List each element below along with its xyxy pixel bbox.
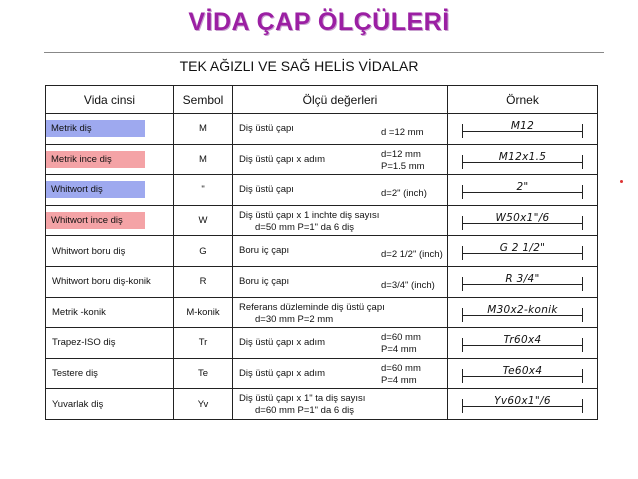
measure-main: Diş üstü çapı x adım (239, 337, 326, 349)
header-vida-cinsi: Vida cinsi (46, 86, 174, 114)
sheet-top-edge (44, 52, 604, 53)
cell-vida-cinsi (46, 328, 174, 359)
cell-sembol: G (174, 236, 233, 267)
thread-type-label: Metrik -konik (52, 306, 106, 318)
example-designation: M12x1.5 (498, 150, 547, 163)
cell-vida-cinsi (46, 175, 174, 206)
cell-ornek (448, 144, 598, 175)
table-row (46, 175, 598, 206)
cell-sembol: Te (174, 358, 233, 389)
cell-olcu (233, 297, 448, 328)
dimension-line (462, 120, 583, 138)
header-ornek: Örnek (448, 86, 598, 114)
cell-vida-cinsi (46, 205, 174, 236)
measure-main: Boru iç çapı (239, 245, 290, 257)
table-header-row (46, 86, 598, 114)
table-row (46, 114, 598, 145)
dimension-line (462, 150, 583, 169)
cell-ornek (448, 114, 598, 145)
table-row (46, 205, 598, 236)
dimension-line (462, 303, 583, 322)
cell-vida-cinsi (46, 144, 174, 175)
cell-olcu (233, 358, 448, 389)
table-row (46, 389, 598, 420)
measure-values: d=60 mm P=1" da 6 diş (255, 405, 354, 417)
header-sembol: Sembol (174, 86, 233, 114)
cell-olcu (233, 236, 448, 267)
measure-diameter: d=60 mm (381, 362, 421, 374)
table-row (46, 236, 598, 267)
thread-type-label: Metrik diş (46, 120, 145, 137)
measure-main: Diş üstü çapı (239, 184, 294, 196)
thread-type-label: Trapez-ISO diş (52, 337, 116, 349)
page-title: VİDA ÇAP ÖLÇÜLERİ (188, 8, 450, 36)
cell-vida-cinsi (46, 297, 174, 328)
thread-table (45, 85, 598, 420)
cell-sembol: Tr (174, 328, 233, 359)
cell-ornek (448, 205, 598, 236)
cell-vida-cinsi (46, 389, 174, 420)
measure-diameter: d =12 mm (381, 127, 424, 138)
cell-olcu (233, 175, 448, 206)
decorative-dot (620, 180, 623, 183)
example-designation: Tr60x4 (503, 334, 542, 347)
dimension-line (462, 211, 583, 230)
dimension-line (462, 395, 583, 413)
thread-type-label: Yuvarlak diş (52, 398, 104, 410)
cell-sembol: Yv (174, 389, 233, 420)
dimension-line (462, 334, 583, 352)
thread-type-label: Testere diş (52, 368, 98, 380)
cell-ornek (448, 358, 598, 389)
measure-main: Boru iç çapı (239, 275, 290, 287)
cell-vida-cinsi (46, 236, 174, 267)
cell-olcu (233, 114, 448, 145)
cell-olcu (233, 266, 448, 297)
measure-pitch: P=4 mm (381, 344, 417, 356)
measure-values: d=30 mm P=2 mm (255, 313, 334, 325)
table-row (46, 144, 598, 175)
example-designation: W50x1"/6 (495, 211, 550, 224)
measure-main: Diş üstü çapı x adım (239, 367, 326, 379)
cell-olcu (233, 389, 448, 420)
table-row (46, 358, 598, 389)
thread-type-label: Whitwort ince diş (46, 212, 145, 229)
example-designation: R 3/4" (505, 272, 540, 285)
example-designation: G 2 1/2" (499, 242, 546, 255)
cell-ornek (448, 236, 598, 267)
example-designation: M12 (510, 120, 535, 132)
thread-type-label: Whitwort diş (46, 181, 145, 198)
measure-main: Diş üstü çapı x 1 inchte diş sayısı (239, 209, 380, 221)
cell-olcu (233, 144, 448, 175)
thread-type-label: Whitwort boru diş (52, 245, 126, 257)
measure-diameter: d=2 1/2" (inch) (381, 249, 443, 261)
cell-sembol: M (174, 144, 233, 175)
cell-sembol: M (174, 114, 233, 145)
thread-type-label: Metrik ince diş (46, 151, 145, 168)
measure-main: Diş üstü çapı x adım (239, 153, 326, 165)
cell-ornek (448, 266, 598, 297)
dimension-line (462, 364, 583, 383)
cell-sembol: " (174, 175, 233, 206)
table-row (46, 297, 598, 328)
cell-sembol: R (174, 266, 233, 297)
table-row (46, 266, 598, 297)
measure-diameter: d=12 mm (381, 148, 421, 160)
thread-type-label: Whitwort boru diş-konik (52, 276, 151, 288)
dimension-line (462, 272, 583, 291)
cell-vida-cinsi (46, 358, 174, 389)
cell-ornek (448, 175, 598, 206)
measure-main: Referans düzleminde diş üstü çapı (239, 301, 385, 313)
example-designation: Yv60x1"/6 (494, 395, 551, 408)
measure-diameter: d=3/4" (inch) (381, 279, 435, 291)
example-designation: 2" (516, 181, 529, 194)
measure-main: Diş üstü çapı (239, 123, 294, 134)
cell-ornek (448, 297, 598, 328)
cell-sembol: M-konik (174, 297, 233, 328)
header-olcu-degerleri: Ölçü değerleri (233, 86, 448, 114)
measure-pitch: P=1.5 mm (381, 160, 425, 172)
cell-ornek (448, 328, 598, 359)
cell-sembol: W (174, 205, 233, 236)
measure-diameter: d=60 mm (381, 332, 421, 344)
cell-olcu (233, 205, 448, 236)
measure-values: d=50 mm P=1" da 6 diş (255, 221, 354, 233)
measure-pitch: P=4 mm (381, 374, 417, 386)
dimension-line (462, 181, 583, 199)
cell-vida-cinsi (46, 114, 174, 145)
example-designation: M30x2-konik (487, 303, 558, 316)
table-subtitle: TEK AĞIZLI VE SAĞ HELİS VİDALAR (179, 58, 419, 74)
table-row (46, 328, 598, 359)
cell-vida-cinsi (46, 266, 174, 297)
cell-ornek (448, 389, 598, 420)
dimension-line (462, 242, 583, 260)
measure-diameter: d=2" (inch) (381, 188, 427, 200)
cell-olcu (233, 328, 448, 359)
measure-main: Diş üstü çapı x 1" ta diş sayısı (239, 393, 366, 405)
example-designation: Te60x4 (502, 364, 543, 377)
